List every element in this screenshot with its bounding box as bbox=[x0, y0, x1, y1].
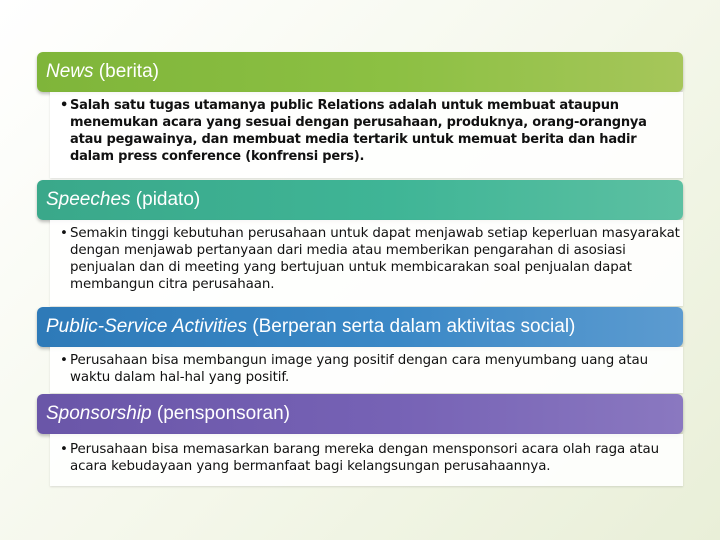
bullet-content: Semakin tinggi kebutuhan perusahaan untuk dapat menjawab setiap keperluan masyarakat dengan menjawab pertanyaan dari media atau memberikan pengarahan di asosiasi penjualan dan di meeting yang bertujuan untuk membicarakan soal penjualan dapat membangun citra perusahaan. bbox=[70, 226, 680, 292]
bullet-text-news bbox=[60, 97, 682, 165]
bullet-dot: • bbox=[60, 353, 68, 368]
bullet-content: Perusahaan bisa memasarkan barang mereka dengan mensponsori acara olah raga atau acara kebudayaan yang bermanfaat bagi kelangsungan perusahaannya. bbox=[70, 442, 660, 474]
bullet-dot: • bbox=[60, 226, 68, 241]
bullet-text-sponsorship bbox=[60, 441, 682, 475]
heading-term: Public-Service Activities bbox=[46, 316, 247, 337]
heading-rest: (pidato) bbox=[130, 189, 201, 210]
bullet-dot: • bbox=[60, 442, 68, 457]
heading-rest: (Berperan serta dalam aktivitas social) bbox=[246, 316, 576, 337]
heading-public-service bbox=[37, 307, 683, 347]
bullet-content: Salah satu tugas utamanya public Relations adalah untuk membuat ataupun menemukan acara yang sesuai dengan perusahaan, produknya, orang-orangnya atau pegawainya, dan membuat media tertarik untuk memuat berita dan hadir dalam press conference (konfrensi pers). bbox=[70, 98, 647, 164]
heading-term: Sponsorship bbox=[46, 403, 152, 424]
bullet-content: Perusahaan bisa membangun image yang positif dengan cara menyumbang uang atau waktu dalam hal-hal yang positif. bbox=[70, 353, 648, 385]
heading-term: Speeches bbox=[46, 189, 131, 210]
heading-speeches bbox=[37, 180, 683, 220]
heading-rest: (berita) bbox=[93, 61, 159, 82]
bullet-dot: • bbox=[60, 98, 69, 113]
heading-news bbox=[37, 52, 683, 92]
heading-rest: (pensponsoran) bbox=[151, 403, 290, 424]
heading-term: News bbox=[46, 61, 94, 82]
heading-sponsorship bbox=[37, 394, 683, 434]
bullet-text-speeches bbox=[60, 225, 682, 293]
bullet-text-public-service bbox=[60, 352, 682, 386]
